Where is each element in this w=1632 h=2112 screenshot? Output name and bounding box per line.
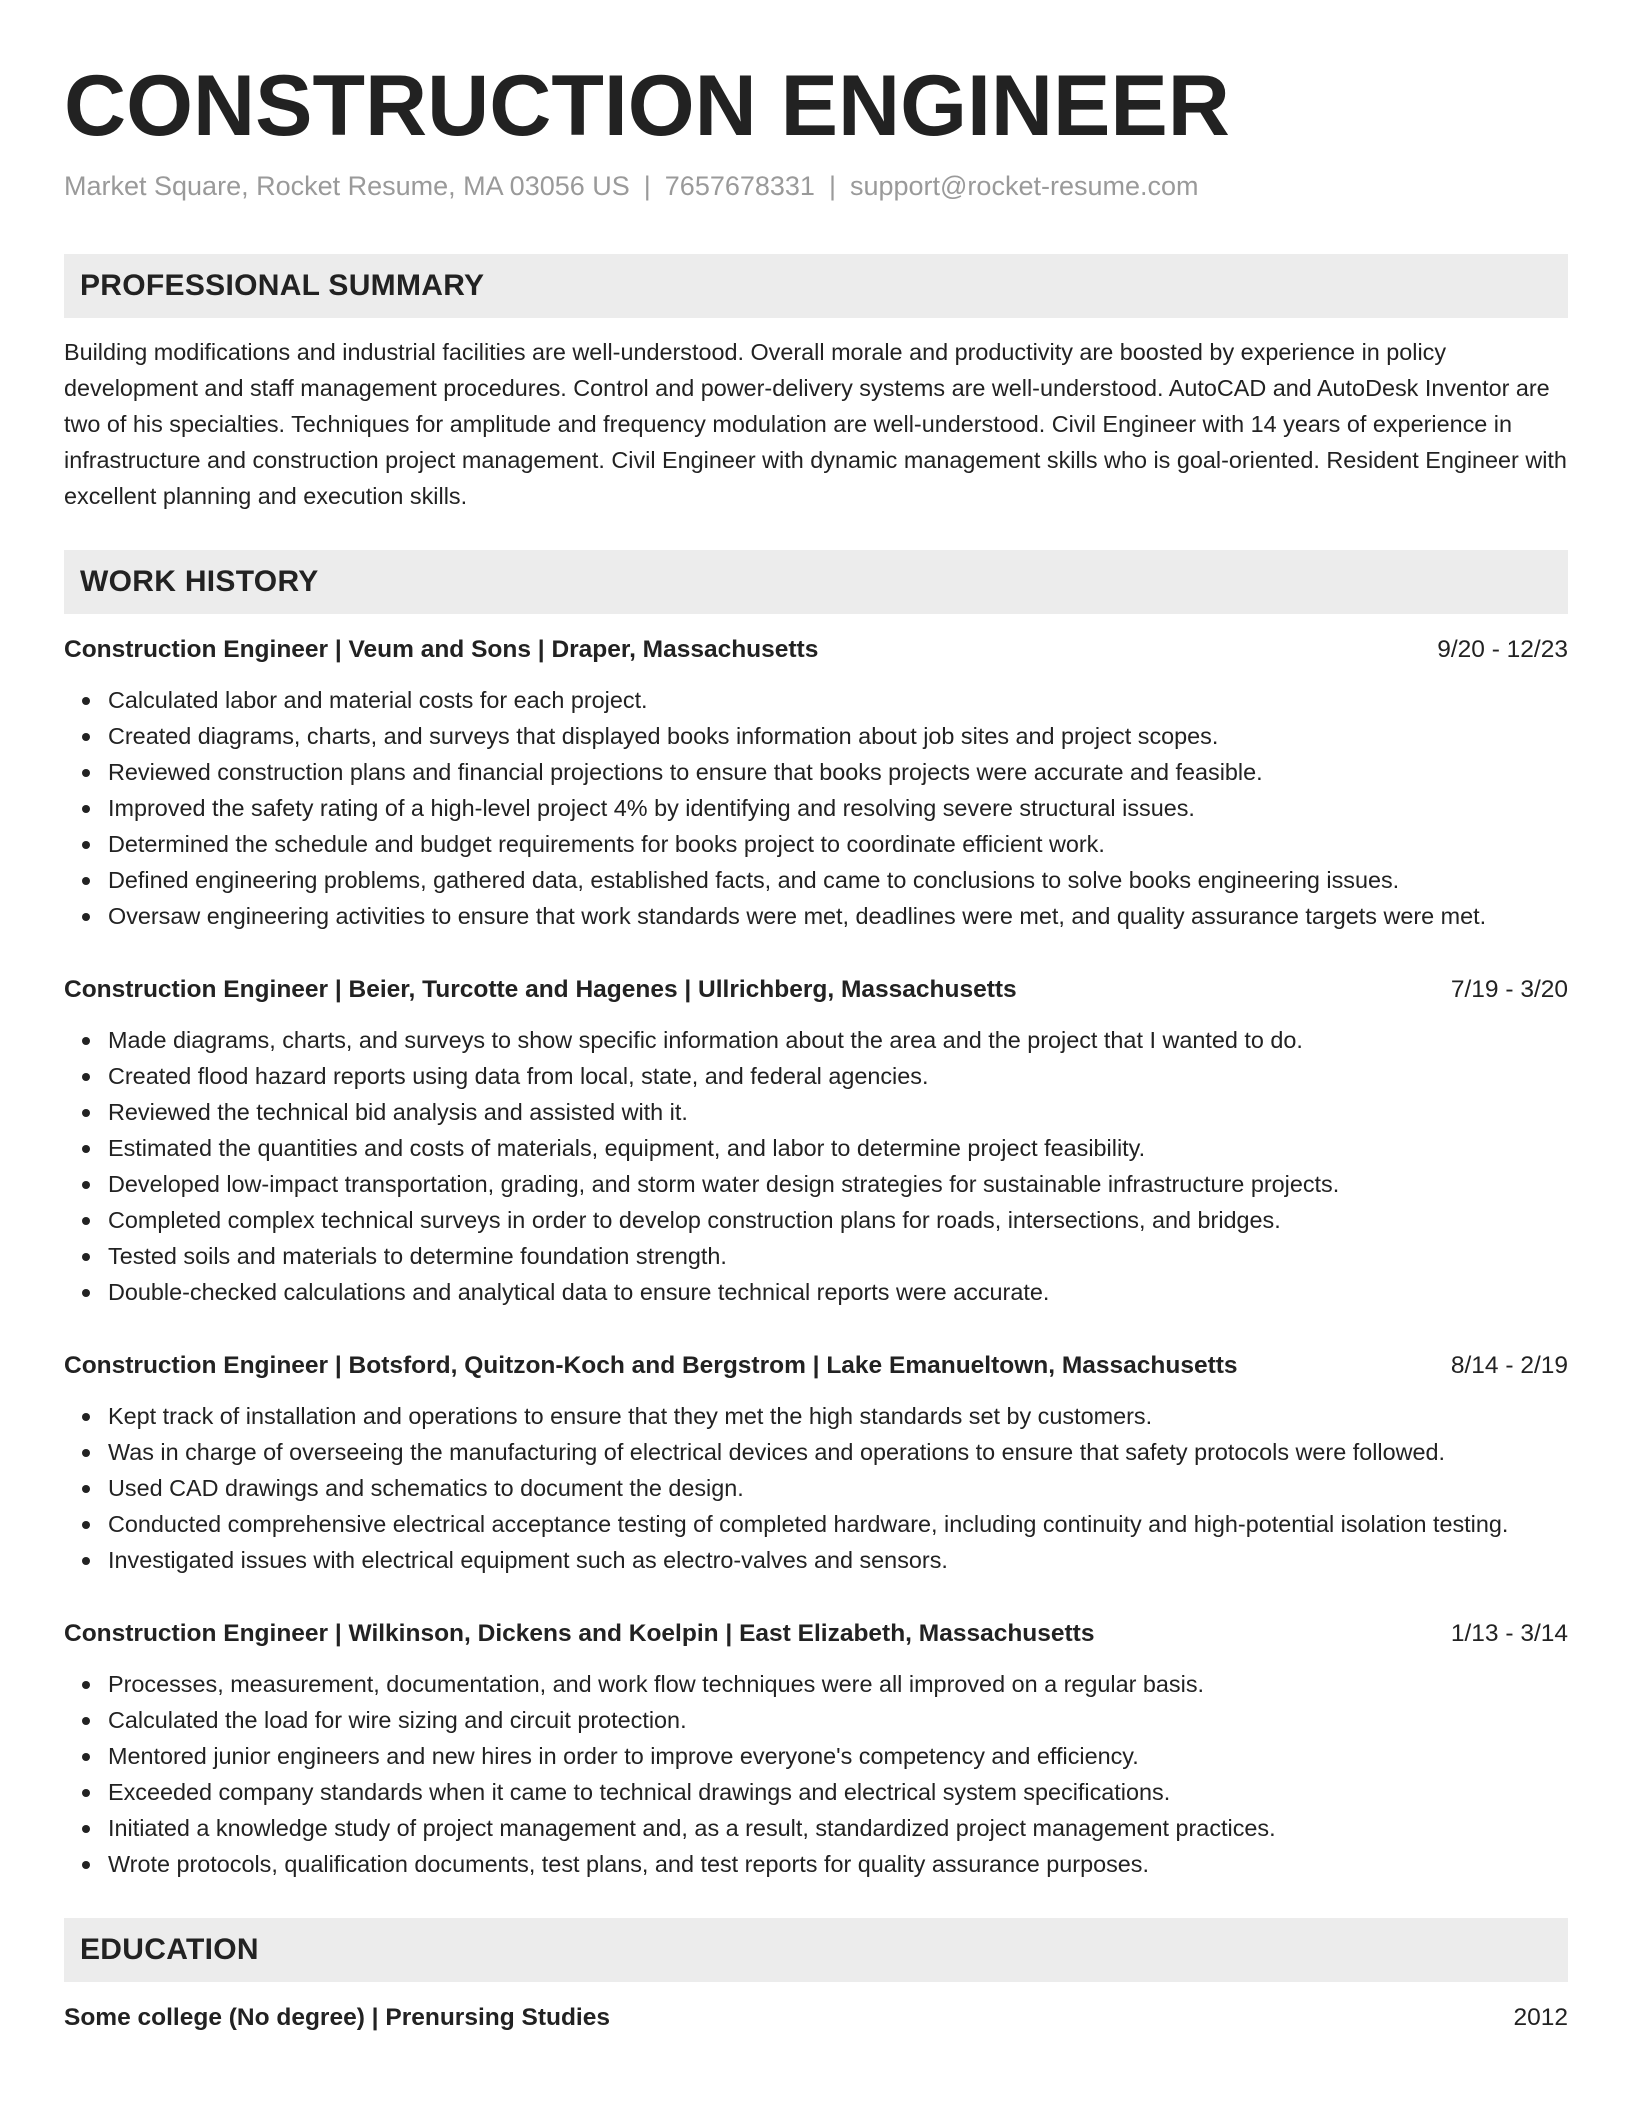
job-bullet: Determined the schedule and budget requirements for books project to coordinate efficient work.: [108, 826, 1568, 862]
job-entry: [64, 972, 1568, 1310]
job-heading-row: [64, 972, 1568, 1008]
job-bullet: Double-checked calculations and analytical data to ensure technical reports were accurate.: [108, 1274, 1568, 1310]
job-bullet: Processes, measurement, documentation, and work flow techniques were all improved on a regular basis.: [108, 1666, 1568, 1702]
contact-separator: |: [828, 171, 836, 201]
job-bullet: Created flood hazard reports using data from local, state, and federal agencies.: [108, 1058, 1568, 1094]
resume-title: CONSTRUCTION ENGINEER: [64, 58, 1230, 154]
job-entry: [64, 632, 1568, 934]
job-heading-row: [64, 1348, 1568, 1384]
job-bullet: Reviewed the technical bid analysis and assisted with it.: [108, 1094, 1568, 1130]
education-heading: Some college (No degree) | Prenursing Studies: [64, 2004, 610, 2031]
job-bullet: Completed complex technical surveys in order to develop construction plans for roads, intersections, and bridges.: [108, 1202, 1568, 1238]
summary-text: Building modifications and industrial facilities are well-understood. Overall morale and productivity are boosted by experience in policy development and staff management procedures. Control and power-delivery systems are well-understood. AutoCAD and AutoDesk Inventor are two of his specialties. Techniques for amplitude and frequency modulation are well-understood. Civil Engineer with 14 years of experience in infrastructure and construction project management. Civil Engineer with dynamic management skills who is goal-oriented. Resident Engineer with excellent planning and execution skills.: [64, 339, 1567, 509]
job-bullet: Oversaw engineering activities to ensure that work standards were met, deadlines were met, and quality assurance targets were met.: [108, 898, 1568, 934]
job-bullet: Conducted comprehensive electrical acceptance testing of completed hardware, including continuity and high-potential isolation testing.: [108, 1506, 1568, 1542]
job-dates: 8/14 - 2/19: [1450, 1352, 1568, 1379]
job-bullet: Investigated issues with electrical equipment such as electro-valves and sensors.: [108, 1542, 1568, 1578]
contact-separator: |: [643, 171, 651, 201]
job-dates: 1/13 - 3/14: [1450, 1620, 1568, 1647]
job-dates: 7/19 - 3/20: [1450, 976, 1568, 1003]
job-bullet: Estimated the quantities and costs of materials, equipment, and labor to determine project feasibility.: [108, 1130, 1568, 1166]
job-heading-row: [64, 1616, 1568, 1652]
section-header-work-history: WORK HISTORY: [64, 550, 1568, 614]
job-bullet: Reviewed construction plans and financial projections to ensure that books projects were accurate and feasible.: [108, 754, 1568, 790]
education-year: 2012: [1513, 2004, 1568, 2031]
job-bullet: Was in charge of overseeing the manufacturing of electrical devices and operations to ensure that safety protocols were followed.: [108, 1434, 1568, 1470]
job-bullet: Improved the safety rating of a high-level project 4% by identifying and resolving severe structural issues.: [108, 790, 1568, 826]
contact-email: support@rocket-resume.com: [849, 171, 1199, 201]
job-entry: [64, 1616, 1568, 1882]
job-heading: Construction Engineer | Wilkinson, Dickens and Koelpin | East Elizabeth, Massachusetts: [64, 1620, 1095, 1647]
job-bullets: [64, 1666, 1568, 1882]
job-bullet: Made diagrams, charts, and surveys to show specific information about the area and the project that I wanted to do.: [108, 1022, 1568, 1058]
job-bullet: Kept track of installation and operations to ensure that they met the high standards set by customers.: [108, 1398, 1568, 1434]
education-entry: [64, 2000, 1568, 2036]
job-bullet: Used CAD drawings and schematics to document the design.: [108, 1470, 1568, 1506]
work-history-list: [64, 632, 1568, 1882]
resume-page: [64, 0, 1568, 2036]
job-bullets: [64, 1022, 1568, 1310]
job-bullet: Mentored junior engineers and new hires in order to improve everyone's competency and efficiency.: [108, 1738, 1568, 1774]
contact-address: Market Square, Rocket Resume, MA 03056 US: [64, 171, 630, 201]
job-entry: [64, 1348, 1568, 1578]
job-bullet: Developed low-impact transportation, grading, and storm water design strategies for sustainable infrastructure projects.: [108, 1166, 1568, 1202]
job-bullet: Tested soils and materials to determine foundation strength.: [108, 1238, 1568, 1274]
section-header-summary: PROFESSIONAL SUMMARY: [64, 254, 1568, 318]
job-bullet: Created diagrams, charts, and surveys that displayed books information about job sites and project scopes.: [108, 718, 1568, 754]
job-bullet: Defined engineering problems, gathered data, established facts, and came to conclusions to solve books engineering issues.: [108, 862, 1568, 898]
job-bullets: [64, 682, 1568, 934]
section-header-education: EDUCATION: [64, 1918, 1568, 1982]
job-bullets: [64, 1398, 1568, 1578]
job-bullet: Wrote protocols, qualification documents, test plans, and test reports for quality assurance purposes.: [108, 1846, 1568, 1882]
contact-phone: 7657678331: [664, 171, 815, 201]
job-bullet: Initiated a knowledge study of project management and, as a result, standardized project management practices.: [108, 1810, 1568, 1846]
contact-line: [64, 168, 1568, 204]
job-heading-row: [64, 632, 1568, 668]
job-bullet: Calculated labor and material costs for each project.: [108, 682, 1568, 718]
job-dates: 9/20 - 12/23: [1437, 636, 1568, 663]
job-heading: Construction Engineer | Botsford, Quitzon-Koch and Bergstrom | Lake Emanueltown, Massachusetts: [64, 1352, 1238, 1379]
job-heading: Construction Engineer | Beier, Turcotte and Hagenes | Ullrichberg, Massachusetts: [64, 976, 1017, 1003]
job-heading: Construction Engineer | Veum and Sons | Draper, Massachusetts: [64, 636, 819, 663]
job-bullet: Calculated the load for wire sizing and circuit protection.: [108, 1702, 1568, 1738]
job-bullet: Exceeded company standards when it came to technical drawings and electrical system specifications.: [108, 1774, 1568, 1810]
